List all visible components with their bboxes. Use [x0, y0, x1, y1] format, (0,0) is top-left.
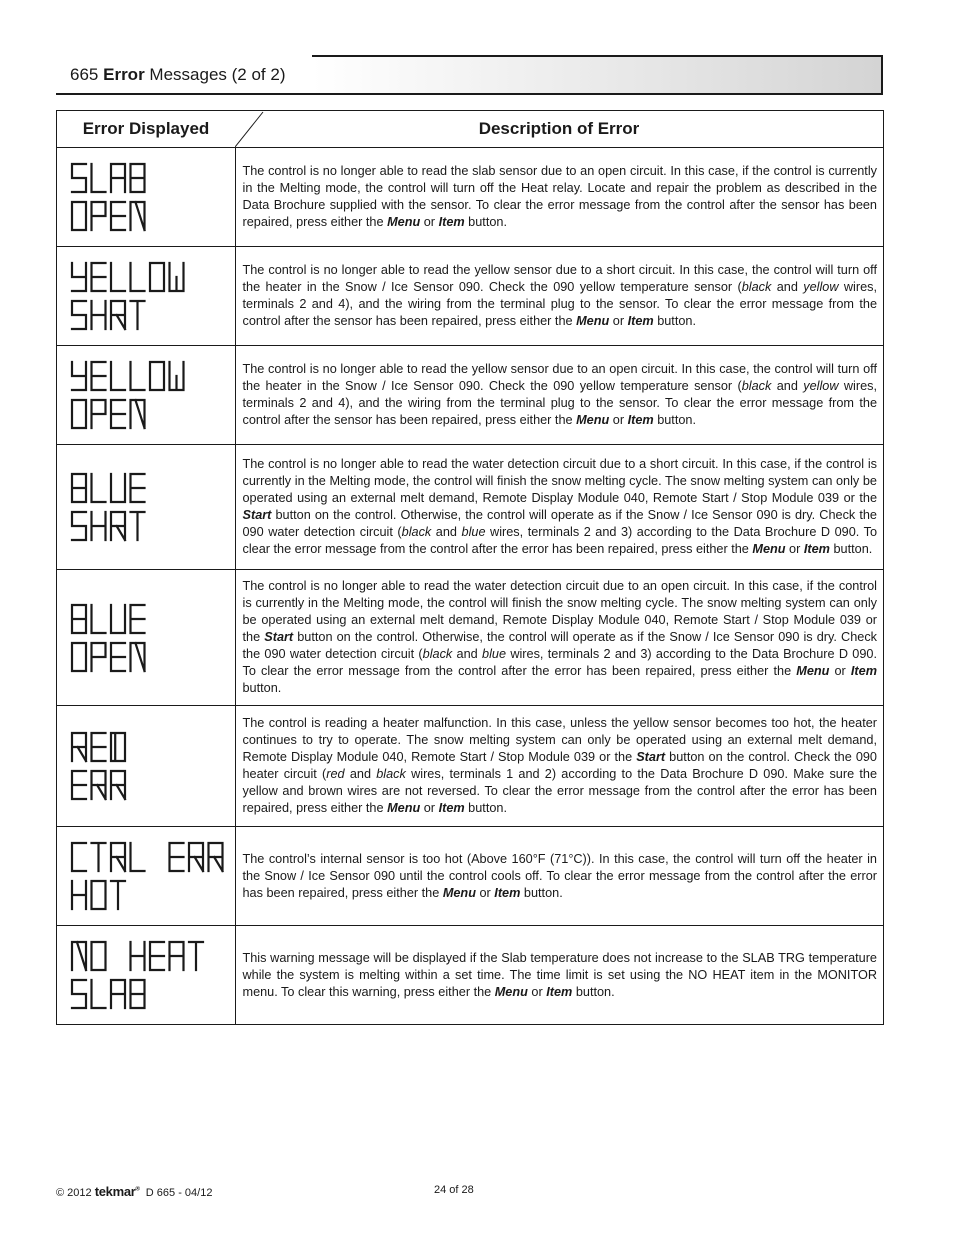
table-row — [57, 148, 884, 247]
lcd-error-display — [69, 839, 229, 913]
error-display-cell — [57, 346, 236, 445]
description-text: The control’s internal sensor is too hot (Above 160°F (71°C)). In this case, the control will turn off the heater in the Snow / Ice Sensor 090 until the control cools off. To clear the error message from the control after the error has been repaired, press either the — [242, 851, 877, 900]
emphasis-text: Item — [494, 885, 521, 900]
error-display-cell — [57, 247, 236, 346]
error-display-cell — [57, 148, 236, 247]
emphasis-text: black — [401, 525, 432, 539]
emphasis-text: Item — [438, 215, 465, 229]
lcd-error-display — [69, 938, 229, 1012]
emphasis-text: black — [741, 379, 772, 393]
description-text: The control is reading a heater malfunction. In this case, unless the yellow sensor becomes too hot, the heater continues to try to operate. The snow melting system can only be operated using an external melt demand, Remote Display Module 040, Remote Start / Stop Module 039 or the — [242, 716, 877, 764]
page-number: 24 of 28 — [434, 1184, 474, 1196]
brand-logo: tekmar® — [94, 1184, 140, 1199]
description-text: button on the control. Otherwise, the control will operate as if the Snow / Ice Sensor 090 is dry. Check the 090 water detection circuit ( — [242, 630, 878, 661]
description-text: and — [771, 379, 804, 393]
lcd-line-2 — [72, 512, 145, 540]
description-text: wires, terminals 2 and 4), and the wiring from the terminal plug to the sensor. To clear the error message from the control after the sensor has been repaired, press either the — [242, 379, 877, 427]
emphasis-text: Start — [636, 750, 666, 764]
lcd-error-display — [69, 601, 229, 675]
lcd-line-2 — [72, 881, 125, 909]
error-description-cell — [235, 148, 884, 247]
section-title-bar — [56, 55, 883, 95]
description-text: The control is no longer able to read the water detection circuit due to an open circuit. In this case, if the control is currently in the Melting mode, the control will finish the snow melting cycle. The snow melting system can only be operated using an external melt demand, Remote Display Module 040, Remote Start / Stop Module 039 or the — [242, 579, 877, 644]
title-underline — [56, 93, 883, 95]
description-text: or — [609, 314, 628, 328]
description-text: button. — [464, 215, 507, 229]
error-display-cell — [57, 570, 236, 706]
lcd-line-2 — [72, 400, 145, 428]
lcd-line-1 — [72, 733, 125, 761]
emphasis-text: Start — [264, 630, 294, 644]
error-description-cell — [235, 926, 884, 1025]
description-text: and — [431, 525, 462, 539]
description-text: The control is no longer able to read the slab sensor due to an open circuit. In this case, if the control is currently in the Melting mode, the control will turn off the Heat relay. Locate and repair the problem as described in the Data Brochure supplied with the sensor. To clear the error message from the control after the sensor has been repaired, press either the — [242, 164, 877, 229]
title-shade — [312, 55, 883, 93]
description-text: button. — [653, 314, 696, 328]
description-text: The control is no longer able to read the water detection circuit due to a short circuit. In this case, if the control is currently in the Melting mode, the control will finish the snow melting cycle. The snow melting system can only be operated using an external melt demand, Remote Display Module 040, Remote Start / Stop Module 039 or the — [242, 457, 877, 505]
error-description-cell — [235, 570, 884, 706]
table-row — [57, 346, 884, 445]
description-text: or — [609, 413, 628, 427]
emphasis-text: Item — [627, 314, 654, 328]
lcd-line-2 — [72, 643, 145, 671]
lcd-line-2 — [72, 202, 145, 230]
emphasis-text: black — [422, 647, 453, 661]
table-row — [57, 827, 884, 926]
lcd-line-2 — [72, 771, 125, 799]
lcd-error-display — [69, 160, 229, 234]
emphasis-text: blue — [461, 525, 486, 539]
description-text: button. — [464, 801, 507, 815]
description-text: button. — [520, 885, 563, 900]
lcd-error-display — [69, 259, 229, 333]
description-text: or — [829, 664, 851, 678]
error-table — [56, 110, 884, 1025]
lcd-line-1 — [72, 474, 145, 502]
error-description-cell — [235, 346, 884, 445]
emphasis-text: Menu — [387, 215, 421, 229]
emphasis-text: Item — [438, 801, 465, 815]
emphasis-text: Menu — [442, 885, 476, 900]
lcd-error-display — [69, 358, 229, 432]
description-text: or — [527, 984, 547, 999]
column-header-error-displayed: Error Displayed — [57, 111, 236, 148]
description-text: wires, terminals 1 and 2) according to the Data Brochure D 090. Make sure the yellow and brown wires are not reversed. To clear the error message from the control after the error has been repaired, press either the — [242, 767, 878, 815]
lcd-line-1 — [72, 605, 145, 633]
emphasis-text: Item — [546, 984, 573, 999]
error-display-cell — [57, 827, 236, 926]
header-diagonal-divider — [235, 111, 265, 147]
description-text: This warning message will be displayed if the Slab temperature does not increase to the SLAB TRG temperature while the system is melting within a set time. The time limit is set using the NO HEAT item in the MONITOR menu. To clear this warning, press either the — [242, 950, 877, 999]
page-title: 665 Error Messages (2 of 2) — [70, 65, 286, 84]
description-text: wires, terminals 2 and 3) according to the Data Brochure D 090. To clear the error message from the control after the error has been repaired, press either the — [242, 525, 878, 556]
emphasis-text: black — [376, 767, 406, 781]
emphasis-text: Menu — [387, 801, 421, 815]
table-row — [57, 570, 884, 706]
description-text: or — [475, 885, 495, 900]
table-row — [57, 445, 884, 570]
lcd-line-1 — [72, 942, 203, 970]
error-description-cell — [235, 827, 884, 926]
emphasis-text: yellow — [803, 379, 839, 393]
emphasis-text: Menu — [576, 314, 610, 328]
description-text: button on the control. Check the 090 heater circuit ( — [242, 750, 877, 781]
description-text: button on the control. Otherwise, the control will operate as if the Snow / Ice Sensor 090 is dry. Check the 090 water detection circuit ( — [242, 508, 877, 539]
error-description-cell — [235, 445, 884, 570]
lcd-line-1 — [72, 843, 223, 871]
description-text: wires, terminals 2 and 4), and the wiring from the terminal plug to the sensor. To clear the error message from the control after the sensor has been repaired, press either the — [242, 280, 877, 328]
lcd-line-2 — [72, 980, 145, 1008]
emphasis-text: Menu — [752, 542, 786, 556]
error-description-cell — [235, 247, 884, 346]
error-description-cell — [235, 706, 884, 827]
emphasis-text: Menu — [576, 413, 610, 427]
lcd-line-1 — [72, 164, 145, 192]
error-display-cell — [57, 445, 236, 570]
lcd-error-display — [69, 729, 229, 803]
lcd-line-1 — [72, 362, 184, 390]
emphasis-text: red — [326, 767, 345, 781]
emphasis-text: Item — [803, 542, 830, 556]
footer-copyright: © 2012 tekmar® D 665 - 04/12 — [56, 1184, 213, 1199]
emphasis-text: Item — [850, 664, 877, 678]
emphasis-text: Item — [627, 413, 654, 427]
description-text: and — [452, 647, 483, 661]
description-text: and — [771, 280, 804, 294]
description-text: button. — [572, 984, 615, 999]
description-text: The control is no longer able to read the yellow sensor due to a short circuit. In this case, the control will turn off the heater in the Snow / Ice Sensor 090. Check the 090 yellow temperature sensor ( — [242, 263, 877, 294]
error-display-cell — [57, 926, 236, 1025]
description-text: wires, terminals 2 and 3) according to the Data Brochure D 090. To clear the error message from the control after the error has been repaired, press either the — [242, 647, 878, 678]
table-row — [57, 247, 884, 346]
description-text: and — [344, 767, 377, 781]
lcd-line-2 — [72, 301, 145, 329]
description-text: or — [420, 801, 439, 815]
table-row — [57, 706, 884, 827]
description-text: button. — [653, 413, 696, 427]
emphasis-text: yellow — [803, 280, 839, 294]
description-text: button. — [829, 542, 873, 556]
lcd-line-1 — [72, 263, 184, 291]
column-header-description: Description of Error — [235, 111, 884, 148]
description-text: or — [785, 542, 804, 556]
emphasis-text: Start — [242, 508, 272, 522]
table-header-row — [57, 111, 884, 148]
error-display-cell — [57, 706, 236, 827]
table-row — [57, 926, 884, 1025]
description-text: button. — [242, 681, 282, 695]
emphasis-text: blue — [482, 647, 507, 661]
lcd-error-display — [69, 470, 229, 544]
emphasis-text: Menu — [796, 664, 830, 678]
description-text: or — [420, 215, 439, 229]
emphasis-text: black — [741, 280, 772, 294]
description-text: The control is no longer able to read the yellow sensor due to an open circuit. In this case, the control will turn off the heater in the Snow / Ice Sensor 090. Check the 090 yellow temperature sensor ( — [242, 362, 877, 393]
emphasis-text: Menu — [494, 984, 528, 999]
